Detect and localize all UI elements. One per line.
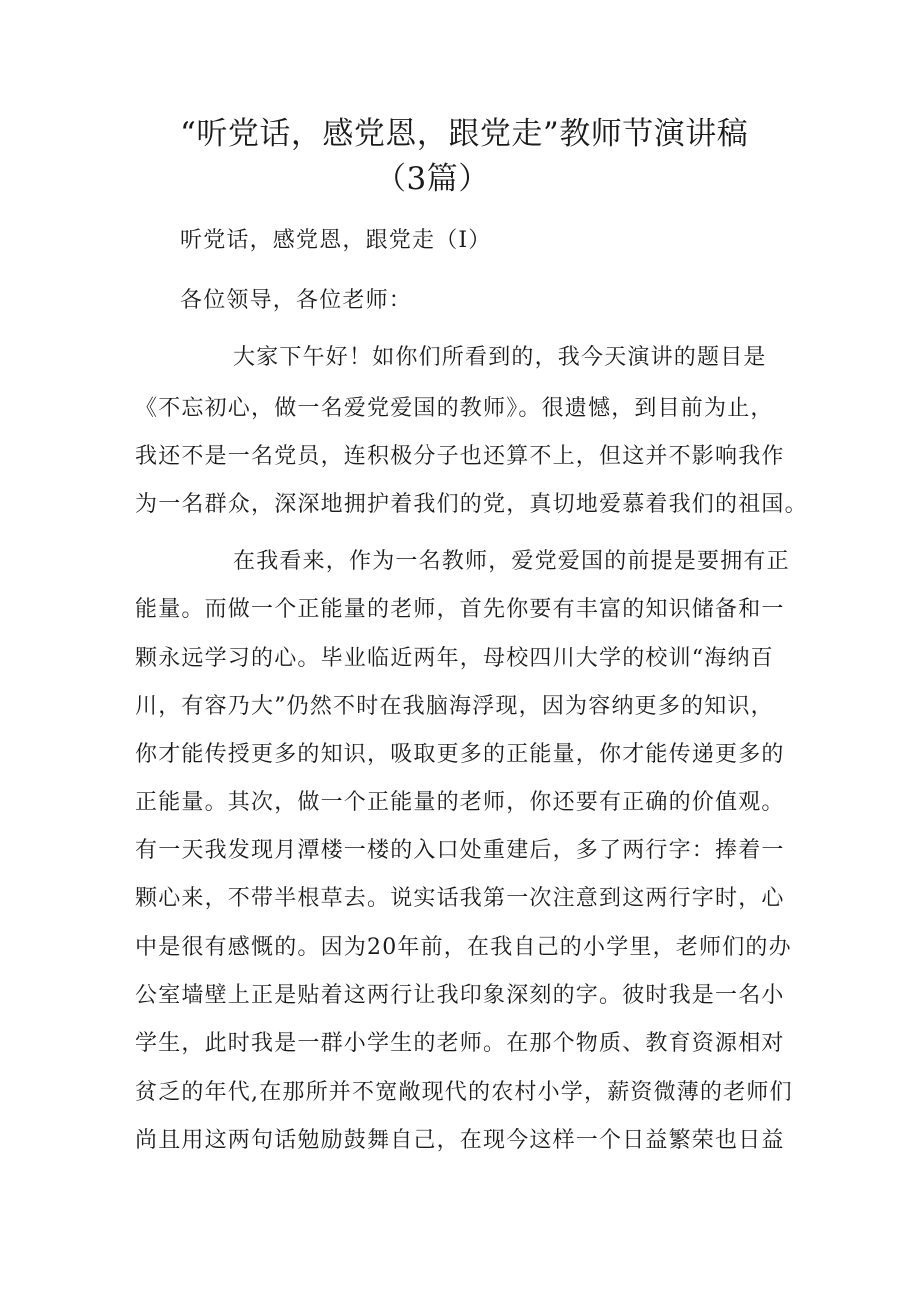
paragraph-2-line: 你才能传授更多的知识，吸取更多的正能量，你才能传递更多的	[135, 742, 785, 767]
paragraph-2-line: 颗心来，不带半根草去。说实话我第一次注意到这两行字时，心	[135, 886, 785, 911]
section-subtitle: 听党话，感党恩，跟党走（I）	[180, 228, 492, 253]
title-line-2: （3篇）	[375, 161, 490, 197]
paragraph-2-line: 川，有容乃大”仍然不时在我脑海浮现，因为容纳更多的知识，	[135, 694, 774, 719]
paragraph-2-line: 公室墙壁上正是贴着这两行让我印象深刻的字。彼时我是一名小	[135, 983, 785, 1008]
paragraph-1-line: 大家下午好！如你们所看到的，我今天演讲的题目是	[233, 345, 767, 370]
paragraph-2-line: 学生，此时我是一群小学生的老师。在那个物质、教育资源相对	[135, 1031, 785, 1056]
paragraph-1-line: 《不忘初心，做一名爱党爱国的教师》。很遗憾，到目前为止，	[135, 396, 774, 421]
paragraph-2-line: 尚且用这两句话勉励鼓舞自己，在现今这样一个日益繁荣也日益	[135, 1128, 785, 1153]
paragraph-2-line: 颗永远学习的心。毕业临近两年，母校四川大学的校训“海纳百	[135, 646, 774, 671]
paragraph-2-line: 有一天我发现月潭楼一楼的入口处重建后，多了两行字：捧着一	[135, 838, 785, 863]
paragraph-2-line: 正能量。其次，做一个正能量的老师，你还要有正确的价值观。	[135, 790, 785, 815]
document-title	[180, 112, 820, 202]
paragraph-2-line: 在我看来，作为一名教师，爱党爱国的前提是要拥有正	[233, 549, 790, 574]
title-line-1: “听党话，感党恩，跟党走”教师节演讲稿	[180, 116, 749, 152]
paragraph-1-line: 我还不是一名党员，连积极分子也还算不上，但这并不影响我作	[135, 444, 785, 469]
paragraph-1-line: 为一名群众，深深地拥护着我们的党，真切地爱慕着我们的祖国。	[135, 492, 808, 517]
paragraph-2-line: 能量。而做一个正能量的老师，首先你要有丰富的知识储备和一	[135, 597, 785, 622]
paragraph-2-line: 中是很有感慨的。因为20年前，在我自己的小学里，老师们的办	[135, 935, 792, 960]
salutation: 各位领导，各位老师：	[180, 288, 413, 313]
paragraph-2-line: 贫乏的年代,在那所并不宽敞现代的农村小学，薪资微薄的老师们	[135, 1080, 793, 1105]
